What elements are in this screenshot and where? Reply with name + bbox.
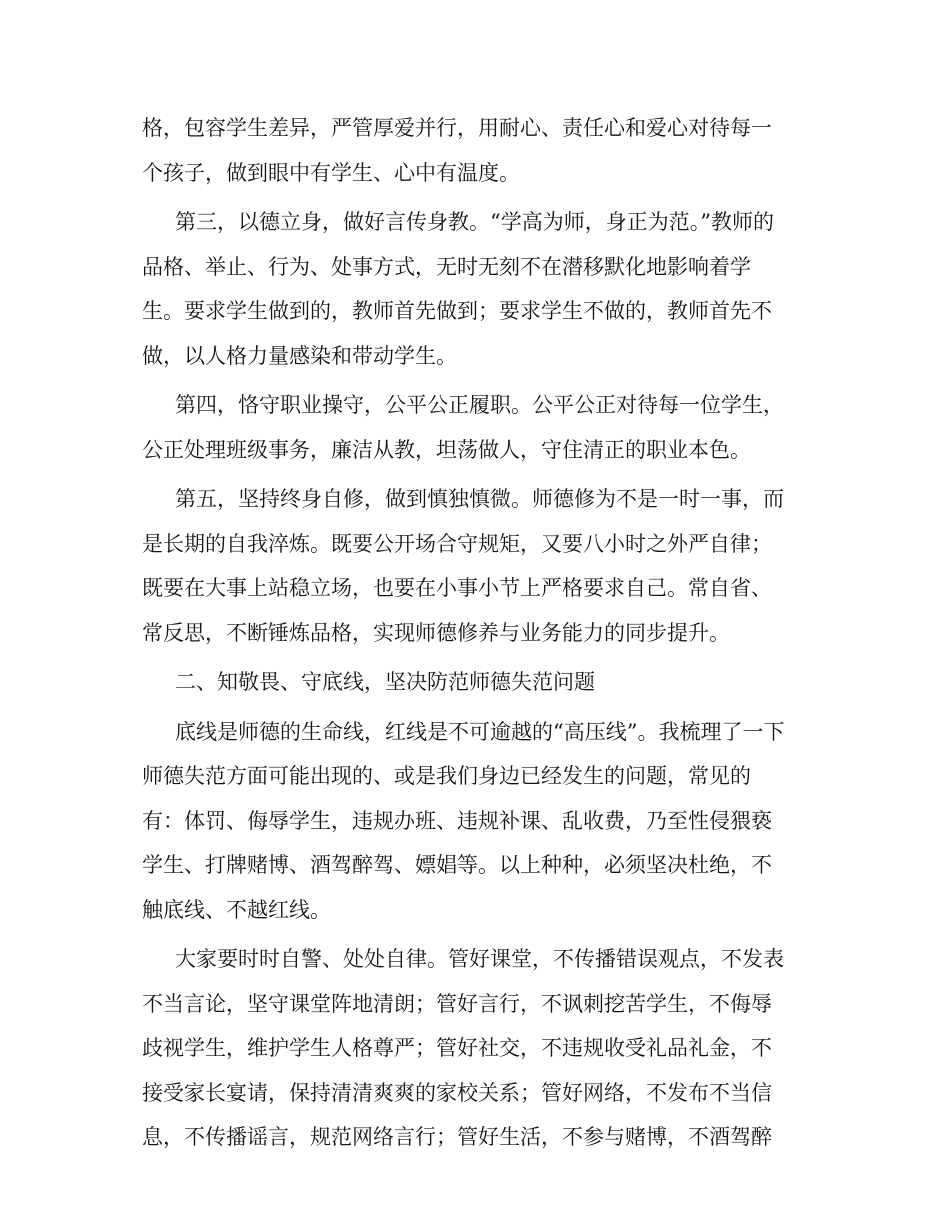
text-line: 师德失范方面可能出现的、或是我们身边已经发生的问题，常见的 <box>142 764 751 788</box>
text-line: 格，包容学生差异，严管厚爱并行，用耐心、责任心和爱心对待每一 <box>142 116 772 140</box>
text-line: 不当言论，坚守课堂阵地清朗；管好言行，不讽刺挖苦学生，不侮辱 <box>142 991 772 1016</box>
body-text <box>142 106 812 1160</box>
text-line: 歧视学生，维护学生人格尊严；管好社交，不违规收受礼品礼金，不 <box>142 1036 772 1060</box>
text-line: 有：体罚、侮辱学生，违规办班、违规补课、乱收费，乃至性侵猥亵 <box>142 808 772 833</box>
text-line: 生。要求学生做到的，教师首先做到；要求学生不做的，教师首先不 <box>142 299 772 323</box>
text-line: 接受家长宴请，保持清清爽爽的家校关系；管好网络，不发布不当信 <box>142 1080 772 1105</box>
text-line: 个孩子，做到眼中有学生、心中有温度。 <box>142 160 520 185</box>
paragraph-first-line: 底线是师德的生命线，红线是不可逾越的“高压线”。我梳理了一下 <box>175 719 785 744</box>
paragraph-first-line: 第五，坚持终身自修，做到慎独慎微。师德修为不是一时一事，而 <box>175 487 784 511</box>
text-line: 触底线、不越红线。 <box>142 897 331 922</box>
paragraph-first-line: 第四，恪守职业操守，公平公正履职。公平公正对待每一位学生， <box>175 393 784 417</box>
text-line: 常反思，不断锤炼品格，实现师德修养与业务能力的同步提升。 <box>142 620 730 645</box>
paragraph-first-line: 第三，以德立身，做好言传身教。“学高为师，身正为范。”教师的 <box>175 210 774 234</box>
text-line: 学生、打牌赌博、酒驾醉驾、嫖娼等。以上种种，必须坚决杜绝，不 <box>142 853 772 877</box>
text-line: 息，不传播谣言，规范网络言行；管好生活，不参与赌博，不酒驾醉 <box>142 1125 772 1149</box>
text-line: 公正处理班级事务，廉洁从教，坦荡做人，守住清正的职业本色。 <box>142 437 751 462</box>
text-line: 品格、举止、行为、处事方式，无时无刻不在潜移默化地影响着学 <box>142 254 751 279</box>
section-heading: 二、知敬畏、守底线，坚决防范师德失范问题 <box>175 670 595 694</box>
text-line: 既要在大事上站稳立场，也要在小事小节上严格要求自己。常自省、 <box>142 576 772 600</box>
text-line: 是长期的自我淬炼。既要公开场合守规矩，又要八小时之外严自律； <box>142 531 772 556</box>
paragraph-first-line: 大家要时时自警、处处自律。管好课堂，不传播错误观点，不发表 <box>175 947 784 971</box>
text-line: 做，以人格力量感染和带动学生。 <box>142 343 457 368</box>
